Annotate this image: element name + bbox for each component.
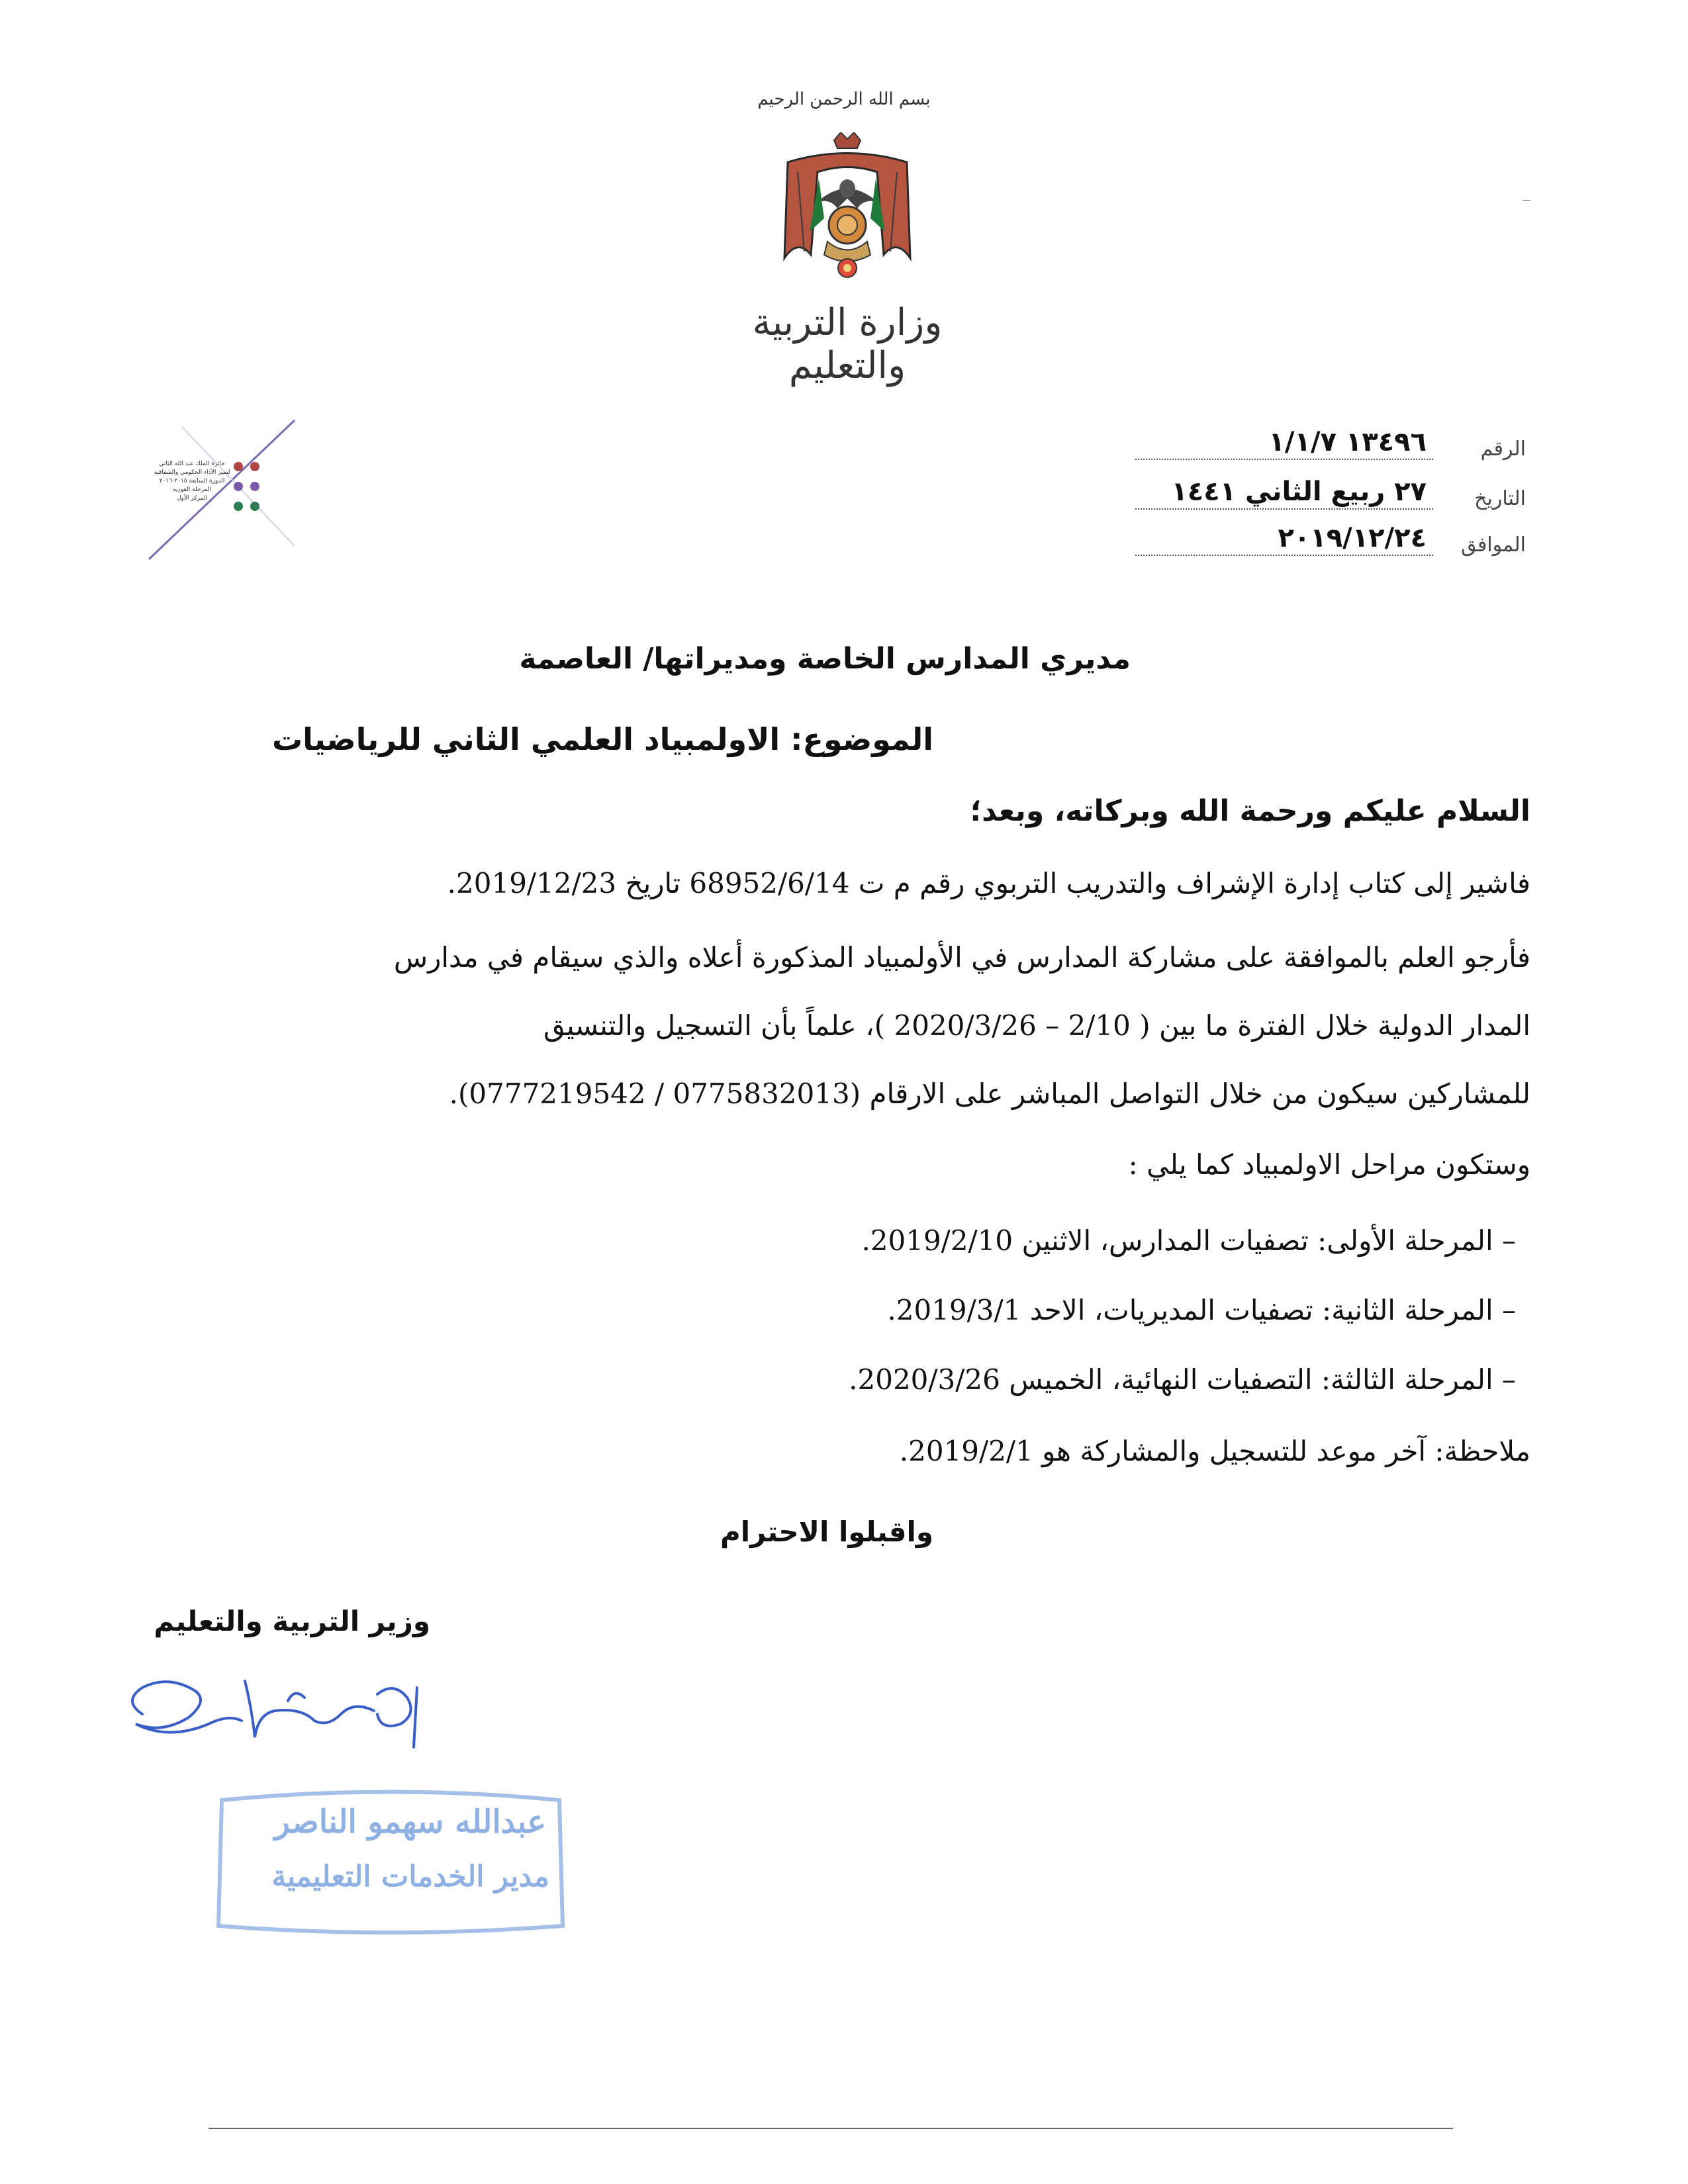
- minister-title: وزير التربية والتعليم: [154, 1605, 430, 1637]
- award-line: لتميز الأداء الحكومي والشفافية: [154, 469, 230, 476]
- stage-item: – المرحلة الأولى: تصفيات المدارس، الاثنين 2019/2/10.: [861, 1224, 1516, 1257]
- reference-number-value: ١٣٤٩٦ ١/١/٧: [1268, 427, 1427, 457]
- reference-number-label: الرقم: [1480, 437, 1526, 461]
- award-badge: [142, 414, 301, 566]
- award-line: المركز الأول: [176, 495, 208, 502]
- letter-greeting: السلام عليكم ورحمة الله وبركاته، وبعد؛: [970, 794, 1530, 828]
- official-stamp: [212, 1787, 569, 1939]
- letter-recipient: مديري المدارس الخاصة ومديراتها/ العاصمة: [519, 642, 1131, 676]
- reference-gregorian-value: ٢٠١٩/١٢/٢٤: [1278, 523, 1427, 553]
- award-line: الدورة السابعة ٢٠١٥-٢٠١٦: [159, 478, 225, 484]
- reference-date-row: [1115, 477, 1526, 523]
- reference-number-row: [1115, 427, 1526, 473]
- paragraph-line: للمشاركين سيكون من خلال التواصل المباشر على الارقام (0775832013 / 0777219542).: [449, 1077, 1530, 1110]
- paragraph-line: وستكون مراحل الاولمبياد كما يلي :: [1128, 1148, 1530, 1181]
- paragraph-line: فاشير إلى كتاب إدارة الإشراف والتدريب التربوي رقم م ت 68952/6/14 تاريخ 2019/12/23.: [447, 867, 1530, 899]
- reference-date-value: ٢٧ ربيع الثاني ١٤٤١: [1171, 477, 1427, 507]
- stage-item: – المرحلة الثانية: تصفيات المديريات، الاحد 2019/3/1.: [887, 1294, 1516, 1326]
- letter-closing: واقبلوا الاحترام: [720, 1516, 933, 1548]
- footer-rule: [209, 2128, 1453, 2129]
- award-line: المرحلة الفوزية: [173, 486, 211, 493]
- coat-of-arms-icon: [771, 132, 923, 285]
- reference-date-label: التاريخ: [1474, 487, 1526, 510]
- letter-note: ملاحظة: آخر موعد للتسجيل والمشاركة هو 2019/2/1.: [899, 1435, 1530, 1467]
- letter-subject: الموضوع: الاولمبياد العلمي الثاني للرياضيات: [271, 721, 933, 757]
- stage-item: – المرحلة الثالثة: التصفيات النهائية، الخميس 2020/3/26.: [849, 1363, 1516, 1396]
- dotted-line: [1135, 508, 1433, 510]
- stamp-name: عبدالله سهمو الناصر: [274, 1803, 546, 1841]
- dotted-line: [1135, 459, 1433, 460]
- scan-mark: [1523, 200, 1530, 201]
- signature-icon: [116, 1661, 460, 1767]
- award-line: جائزة الملك عبد الله الثاني: [159, 461, 225, 467]
- reference-gregorian-label: الموافق: [1460, 533, 1526, 557]
- ministry-name-calligraphy: وزارة التربية والتعليم: [752, 301, 943, 387]
- paragraph-line: المدار الدولية خلال الفترة ما بين ( 2/10 – 2020/3/26 )، علماً بأن التسجيل والتنسيق: [543, 1009, 1530, 1042]
- basmala: بسم الله الرحمن الرحيم: [757, 89, 931, 109]
- dotted-line: [1135, 555, 1433, 556]
- reference-gregorian-row: [1115, 523, 1526, 569]
- paragraph-line: فأرجو العلم بالموافقة على مشاركة المدارس في الأولمبياد المذكورة أعلاه والذي سيقام في مدارس: [393, 941, 1530, 974]
- stamp-title: مدير الخدمات التعليمية: [271, 1860, 549, 1893]
